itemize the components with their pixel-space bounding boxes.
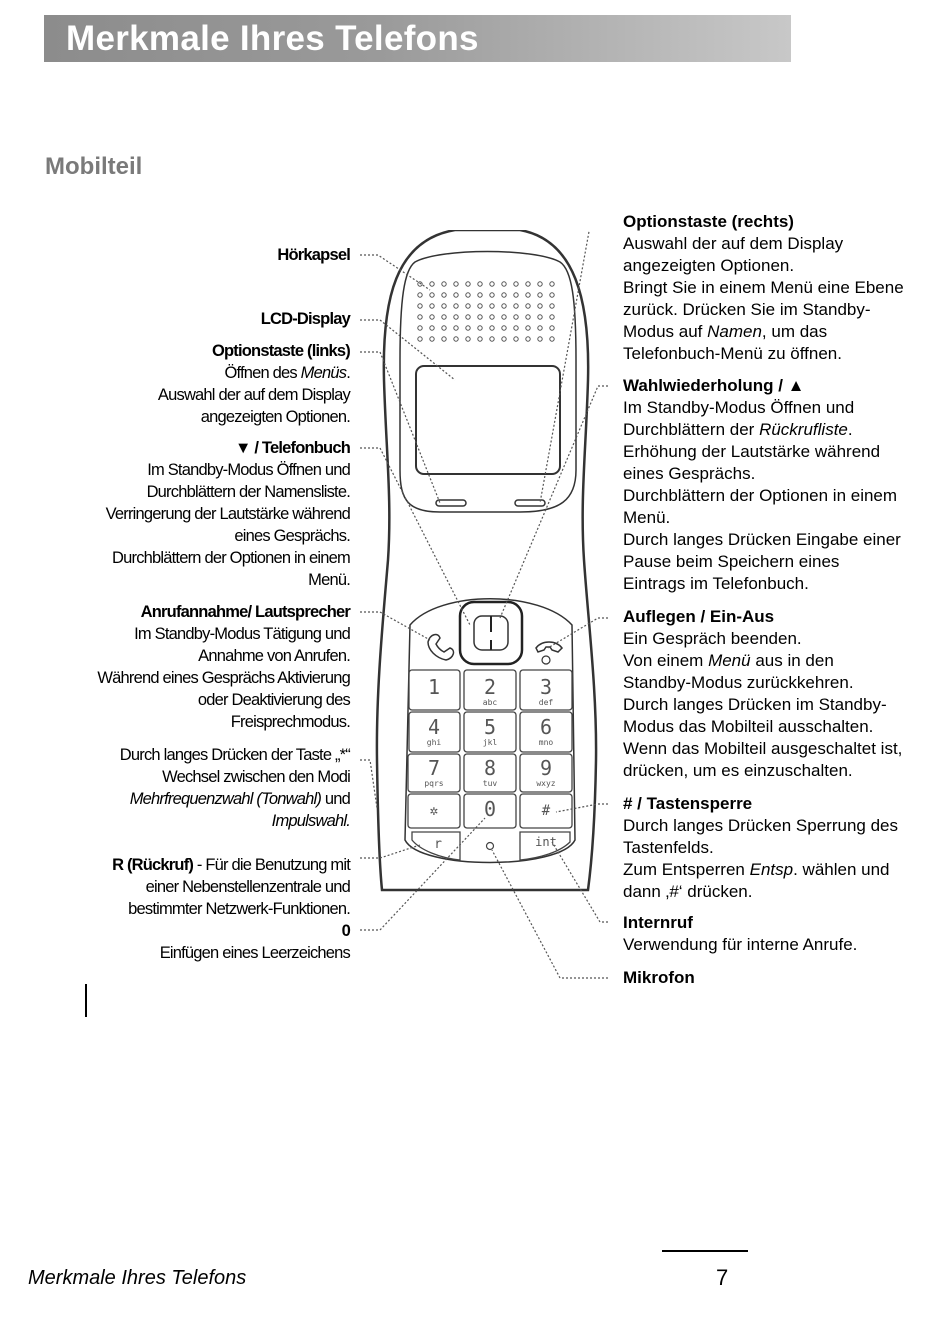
redial-line: Erhöhung der Lautstärke während <box>623 442 881 461</box>
telefonbuch-title: ▼ / Telefonbuch <box>235 439 350 457</box>
page-heading: Merkmale Ihres Telefons <box>66 19 479 58</box>
text-span: Durchblättern der <box>623 420 760 439</box>
option-left-line: angezeigten Optionen. <box>200 408 350 426</box>
redial-line: eines Gesprächs. <box>623 464 756 483</box>
anrufannahme-line: Während eines Gesprächs Aktivierung <box>97 669 350 687</box>
block-tastensperre <box>623 793 933 903</box>
block-star-key <box>50 744 350 832</box>
block-internruf <box>623 912 933 956</box>
hangup-line: Durch langes Drücken im Standby- <box>623 695 887 714</box>
key-6: 6 <box>539 715 553 739</box>
hangup-line <box>623 650 933 672</box>
key-8-letters: tuv <box>482 779 498 788</box>
anrufannahme-line: Freisprechmodus. <box>230 713 350 731</box>
nav-key <box>460 602 522 664</box>
key-9-letters: wxyz <box>536 779 556 788</box>
telefonbuch-line: Im Standby-Modus Öffnen und <box>147 461 350 479</box>
internruf-title: Internruf <box>623 913 693 932</box>
block-rueckruf <box>50 854 350 964</box>
text-span: . <box>346 364 350 382</box>
anrufannahme-title: Anrufannahme/ Lautsprecher <box>140 603 350 621</box>
key-5-letters: jkl <box>482 738 498 747</box>
text-span: Zum Entsperren <box>623 860 750 879</box>
key-4-letters: ghi <box>426 738 442 747</box>
handset-illustration <box>360 230 610 990</box>
text-span-italic: Namen <box>707 322 762 341</box>
option-right-title: Optionstaste (rechts) <box>623 212 794 231</box>
text-span: , um das <box>761 322 828 341</box>
label-lcd-display: LCD-Display <box>260 310 350 328</box>
key-1: 1 <box>427 675 441 699</box>
hash-line: dann ‚#‘ drücken. <box>623 882 753 901</box>
text-span: . wählen und <box>793 860 890 879</box>
option-left-line <box>50 362 350 384</box>
anrufannahme-line: Annahme von Anrufen. <box>198 647 350 665</box>
telefonbuch-line: Durchblättern der Optionen in einem <box>112 549 350 567</box>
hash-title: # / Tastensperre <box>623 794 753 813</box>
option-right-line: Auswahl der auf dem Display <box>623 234 844 253</box>
option-left-line: Auswahl der auf dem Display <box>157 386 350 404</box>
block-auflegen <box>623 606 933 782</box>
text-span-italic: Entsp <box>749 860 794 879</box>
anrufannahme-line: oder Deaktivierung des <box>197 691 350 709</box>
option-right-line: Bringt Sie in einem Menü eine Ebene <box>623 278 904 297</box>
redial-line: Im Standby-Modus Öffnen und <box>623 398 855 417</box>
hash-line: Tastenfelds. <box>623 838 714 857</box>
page-number: 7 <box>716 1265 729 1290</box>
zero-key-line: Einfügen eines Leerzeichens <box>159 944 350 962</box>
section-title: Mobilteil <box>45 153 143 180</box>
hangup-key-icon <box>536 642 562 652</box>
option-right-line <box>623 321 933 343</box>
key-0: 0 <box>483 797 497 821</box>
microphone-hole <box>487 843 494 850</box>
rueckruf-line: einer Nebenstellenzentrale und <box>145 878 350 896</box>
key-7: 7 <box>427 756 441 780</box>
anrufannahme-line: Im Standby-Modus Tätigung und <box>134 625 350 643</box>
text-span: und <box>321 790 350 808</box>
rueckruf-line <box>50 854 350 876</box>
upper-face <box>400 252 576 513</box>
key-r: r <box>434 837 442 852</box>
telefonbuch-line: Verringerung der Lautstärke während <box>105 505 350 523</box>
key-3-letters: def <box>538 698 554 707</box>
key-6-letters: mno <box>538 738 554 747</box>
key-4: 4 <box>427 715 441 739</box>
option-right-line: angezeigten Optionen. <box>623 256 795 275</box>
lcd-screen <box>416 366 560 474</box>
key-7-letters: pqrs <box>424 779 444 788</box>
hangup-line: Ein Gespräch beenden. <box>623 629 802 648</box>
text-span-italic: Menüs <box>300 364 347 382</box>
star-line: Wechsel zwischen den Modi <box>162 768 350 786</box>
key-hash: # <box>541 803 551 819</box>
option-right-line: zurück. Drücken Sie im Standby- <box>623 300 871 319</box>
redial-title: Wahlwiederholung / ▲ <box>623 376 805 395</box>
block-anrufannahme <box>50 601 350 733</box>
text-span: . <box>847 420 853 439</box>
hash-line <box>623 859 933 881</box>
text-span: aus in den <box>750 651 834 670</box>
telefonbuch-line: Durchblättern der Namensliste. <box>146 483 350 501</box>
block-telefonbuch <box>50 437 350 591</box>
rueckruf-title: R (Rückruf) <box>112 856 194 874</box>
change-bar <box>85 984 87 1017</box>
key-3: 3 <box>539 675 553 699</box>
zero-key-title: 0 <box>341 922 350 940</box>
text-span-italic: Rückrufliste <box>759 420 848 439</box>
key-8: 8 <box>483 756 497 780</box>
call-key-icon <box>428 635 453 660</box>
key-star: ✲ <box>429 803 439 819</box>
option-right-line: Telefonbuch-Menü zu öffnen. <box>623 344 842 363</box>
star-line <box>50 788 350 810</box>
star-line: Impulswahl. <box>271 812 350 830</box>
redial-line: Pause beim Speichern eines <box>623 552 840 571</box>
block-option-right <box>623 211 933 365</box>
hangup-line: Standby-Modus zurückkehren. <box>623 673 854 692</box>
block-wahlwiederholung <box>623 375 933 595</box>
redial-line: Durch langes Drücken Eingabe einer <box>623 530 901 549</box>
handset-outline <box>377 230 596 890</box>
key-2: 2 <box>483 675 497 699</box>
key-5: 5 <box>483 715 497 739</box>
text-span-italic: Menü <box>708 651 751 670</box>
star-line: Durch langes Drücken der Taste „*“ <box>119 746 350 764</box>
hangup-line: Modus das Mobilteil ausschalten. <box>623 717 874 736</box>
label-mikrofon: Mikrofon <box>623 968 695 987</box>
text-span: Von einem <box>623 651 709 670</box>
key-2-letters: abc <box>482 698 498 707</box>
rueckruf-line: bestimmter Netzwerk-Funktionen. <box>128 900 350 918</box>
text-span: Öffnen des <box>224 364 301 382</box>
hangup-line: Wenn das Mobilteil ausgeschaltet ist, <box>623 739 903 758</box>
telefonbuch-line: eines Gesprächs. <box>234 527 350 545</box>
redial-line: Durchblättern der Optionen in einem <box>623 486 898 505</box>
hangup-line: drücken, um es einzuschalten. <box>623 761 853 780</box>
redial-line: Eintrags im Telefonbuch. <box>623 574 809 593</box>
key-9: 9 <box>539 756 553 780</box>
redial-line: Menü. <box>623 508 671 527</box>
label-hoerkapsel: Hörkapsel <box>277 246 350 264</box>
redial-line <box>623 419 933 441</box>
hangup-title: Auflegen / Ein-Aus <box>623 607 775 626</box>
footer-rule <box>662 1250 748 1252</box>
text-span-italic: Mehrfrequenzwahl (Tonwahl) <box>129 790 322 808</box>
header-banner <box>44 15 791 62</box>
telefonbuch-line: Menü. <box>308 571 350 589</box>
text-span: - Für die Benutzung mit <box>193 856 350 874</box>
text-span: Modus auf <box>623 322 708 341</box>
hash-line: Durch langes Drücken Sperrung des <box>623 816 898 835</box>
earpiece-grille <box>418 282 554 341</box>
option-left-title: Optionstaste (links) <box>211 342 350 360</box>
footer-title: Merkmale Ihres Telefons <box>28 1267 247 1289</box>
key-int: int <box>535 835 557 849</box>
block-option-left <box>50 340 350 428</box>
internruf-line: Verwendung für interne Anrufe. <box>623 935 858 954</box>
soft-key-left <box>436 500 466 506</box>
